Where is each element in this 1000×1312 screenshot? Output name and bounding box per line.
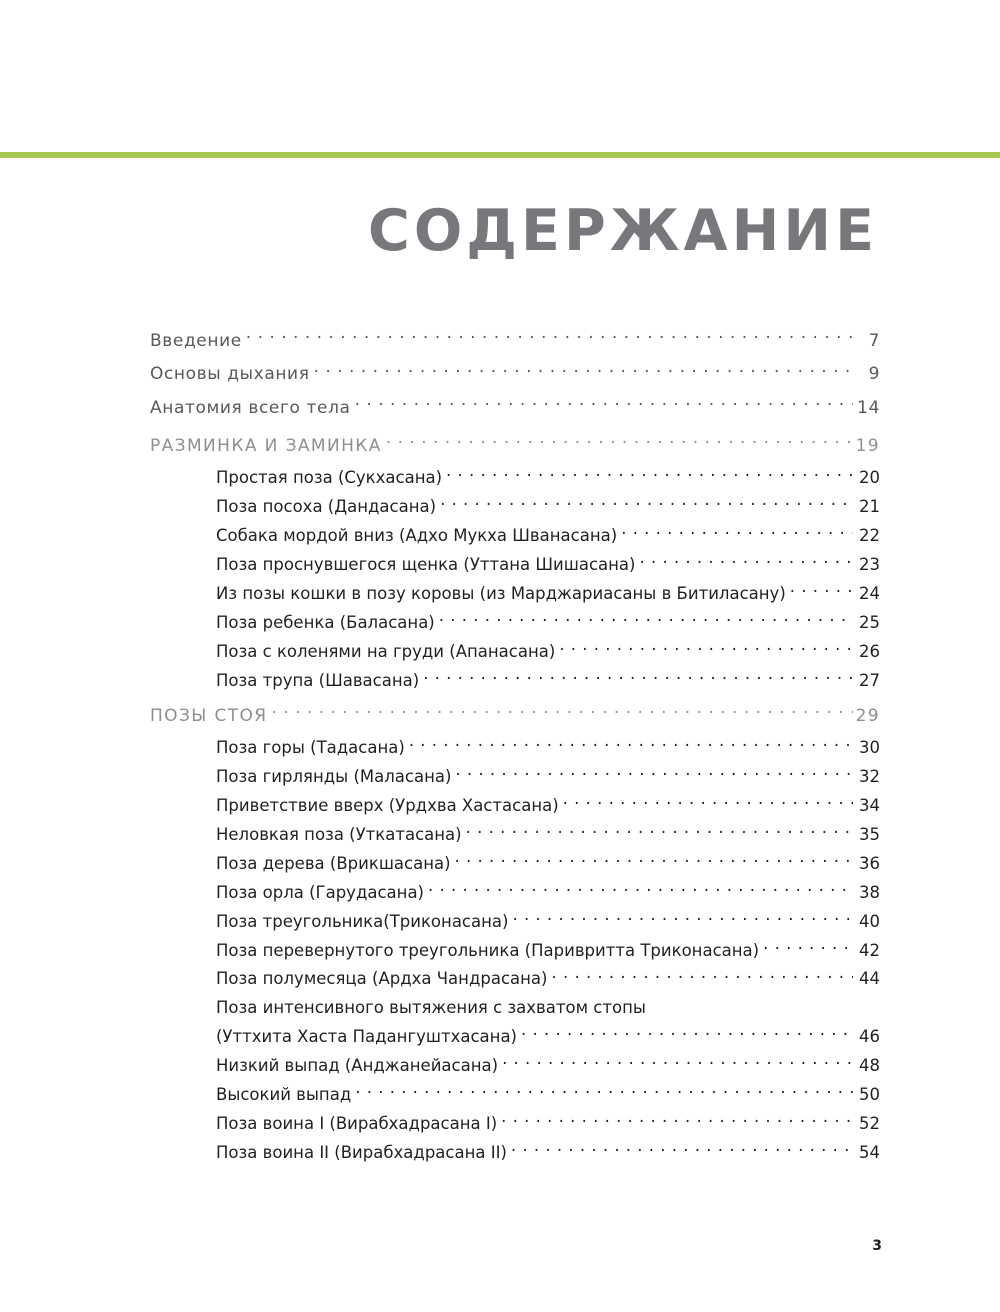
toc-item-page: 38 (859, 882, 880, 902)
toc-item[interactable] (216, 492, 880, 521)
dot-leader (502, 1055, 853, 1072)
toc-item[interactable] (216, 878, 880, 907)
toc-item-label: Поза дерева (Врикшасана) (216, 853, 451, 873)
dot-leader (559, 640, 853, 657)
toc-item-page: 23 (859, 554, 880, 574)
toc-item-label: (Уттхита Хаста Падангуштхасана) (216, 1027, 517, 1047)
toc-item[interactable] (216, 550, 880, 579)
dot-leader (521, 1026, 853, 1043)
toc-item-label: Поза воина I (Вирабхадрасана I) (216, 1114, 498, 1134)
toc-item-page: 50 (859, 1085, 880, 1105)
toc-item[interactable] (216, 1138, 880, 1167)
toc-item-label: Поза гирлянды (Маласана) (216, 767, 452, 786)
toc-item-page: 26 (859, 641, 880, 661)
toc-item-label: Из позы кошки в позу коровы (из Марджариасаны в Битиласану) (216, 583, 786, 603)
toc-item-page: 54 (859, 1142, 880, 1162)
toc-item-label: Собака мордой вниз (Адхо Мукха Шванасана) (216, 525, 618, 545)
toc-item-label: Поза горы (Тадасана) (216, 738, 405, 758)
dot-leader (790, 582, 853, 599)
toc-entry-label: Введение (150, 330, 242, 351)
toc-entry-page: 9 (868, 364, 880, 385)
toc-entry-label: Анатомия всего тела (150, 397, 351, 418)
toc-item[interactable] (216, 791, 880, 820)
dot-leader (272, 704, 853, 721)
toc-item-label: Поза проснувшегося щенка (Уттана Шишасана) (216, 554, 636, 574)
toc-item-page: 35 (859, 824, 880, 844)
toc-item-label: Низкий выпад (Анджанейасана) (216, 1056, 499, 1076)
toc-item-page: 25 (859, 612, 880, 632)
dot-leader (650, 997, 853, 1014)
toc-item-label: Поза орла (Гарудасана) (216, 882, 424, 902)
dot-leader (455, 766, 853, 783)
table-of-contents (150, 324, 880, 1167)
toc-item-page: 44 (859, 969, 880, 989)
toc-item-page: 34 (859, 795, 880, 815)
toc-section-header-warmup-cooldown[interactable] (150, 425, 880, 464)
dot-leader (501, 1113, 853, 1130)
toc-item-page: 30 (859, 738, 880, 758)
toc-entry-full-body-anatomy[interactable] (150, 391, 880, 425)
dot-leader (423, 669, 853, 686)
dot-leader (512, 910, 853, 927)
toc-item-page: 36 (859, 853, 880, 873)
toc-section-header-standing-poses[interactable] (150, 695, 880, 734)
toc-item[interactable] (216, 1023, 880, 1052)
toc-item[interactable] (216, 907, 880, 936)
dot-leader (455, 852, 853, 869)
dot-leader (511, 1141, 853, 1158)
toc-item-label: Поза трупа (Шавасана) (216, 670, 420, 690)
toc-item-page: 40 (859, 911, 880, 931)
toc-item-label: Поза с коленями на груди (Апанасана) (216, 641, 556, 661)
dot-leader (314, 362, 853, 379)
toc-item-page: 52 (859, 1114, 880, 1134)
dot-leader (440, 495, 853, 512)
toc-item[interactable] (216, 1081, 880, 1110)
page-title: СОДЕРЖАНИЕ (368, 198, 878, 264)
toc-item-page: 46 (859, 1027, 880, 1047)
toc-item[interactable] (216, 936, 880, 965)
toc-entry-breathing-basics[interactable] (150, 358, 880, 392)
toc-item[interactable] (216, 763, 880, 792)
toc-item-page: 21 (859, 496, 880, 516)
dot-leader (355, 1084, 853, 1101)
toc-item[interactable] (216, 637, 880, 666)
toc-item-label: Поза посоха (Дандасана) (216, 496, 437, 516)
toc-item-label: Поза воина II (Вирабхадрасана II) (216, 1142, 507, 1162)
toc-item-page: 42 (859, 940, 880, 960)
toc-item[interactable] (216, 666, 880, 695)
toc-item[interactable] (216, 965, 880, 994)
toc-section-label: ПОЗЫ СТОЯ (150, 705, 268, 726)
toc-item-label: Высокий выпад (216, 1085, 352, 1105)
toc-item[interactable] (216, 464, 880, 493)
dot-leader (563, 794, 853, 811)
dot-leader (446, 467, 853, 484)
toc-item[interactable] (216, 579, 880, 608)
toc-item-page: 20 (859, 468, 880, 488)
toc-item-label: Поза полумесяца (Ардха Чандрасана) (216, 969, 548, 989)
toc-item-label: Поза треугольника(Триконасана) (216, 911, 509, 931)
dot-leader (551, 968, 853, 985)
toc-entry-page: 14 (857, 397, 880, 418)
toc-section-page: 29 (855, 705, 880, 726)
accent-rule (0, 152, 1000, 158)
toc-item-continued[interactable] (216, 994, 880, 1023)
dot-leader (621, 524, 853, 541)
toc-item[interactable] (216, 608, 880, 637)
dot-leader (763, 939, 853, 956)
toc-item[interactable] (216, 734, 880, 763)
toc-item-page: 48 (859, 1056, 880, 1076)
toc-item-label: Простая поза (Сукхасана) (216, 468, 443, 488)
toc-item[interactable] (216, 1052, 880, 1081)
toc-item-page: 22 (859, 525, 880, 545)
page-folio: 3 (872, 1238, 882, 1254)
toc-entry-page: 7 (868, 330, 880, 351)
toc-section-label: РАЗМИНКА И ЗАМИНКА (150, 435, 382, 456)
dot-leader (409, 737, 853, 754)
toc-entry-label: Основы дыхания (150, 364, 310, 385)
toc-item-page: 24 (859, 583, 880, 603)
toc-item-label: Неловкая поза (Уткатасана) (216, 824, 462, 844)
toc-item-label: Поза интенсивного вытяжения с захватом стопы (216, 998, 646, 1018)
dot-leader (466, 823, 853, 840)
toc-item-label: Приветствие вверх (Урдхва Хастасана) (216, 795, 559, 815)
dot-leader (355, 396, 853, 413)
toc-item[interactable] (216, 849, 880, 878)
toc-item-label: Поза ребенка (Баласана) (216, 612, 435, 632)
toc-entry-introduction[interactable] (150, 324, 880, 358)
dot-leader (246, 329, 853, 346)
dot-leader (386, 434, 853, 451)
toc-item-label: Поза перевернутого треугольника (Паривритта Триконасана) (216, 940, 760, 960)
dot-leader (439, 611, 853, 628)
toc-item[interactable] (216, 521, 880, 550)
toc-item[interactable] (216, 1110, 880, 1139)
toc-section-page: 19 (855, 435, 880, 456)
toc-item[interactable] (216, 820, 880, 849)
toc-item-page: 32 (859, 767, 880, 786)
dot-leader (428, 881, 853, 898)
dot-leader (639, 553, 853, 570)
toc-item-page: 27 (859, 670, 880, 690)
